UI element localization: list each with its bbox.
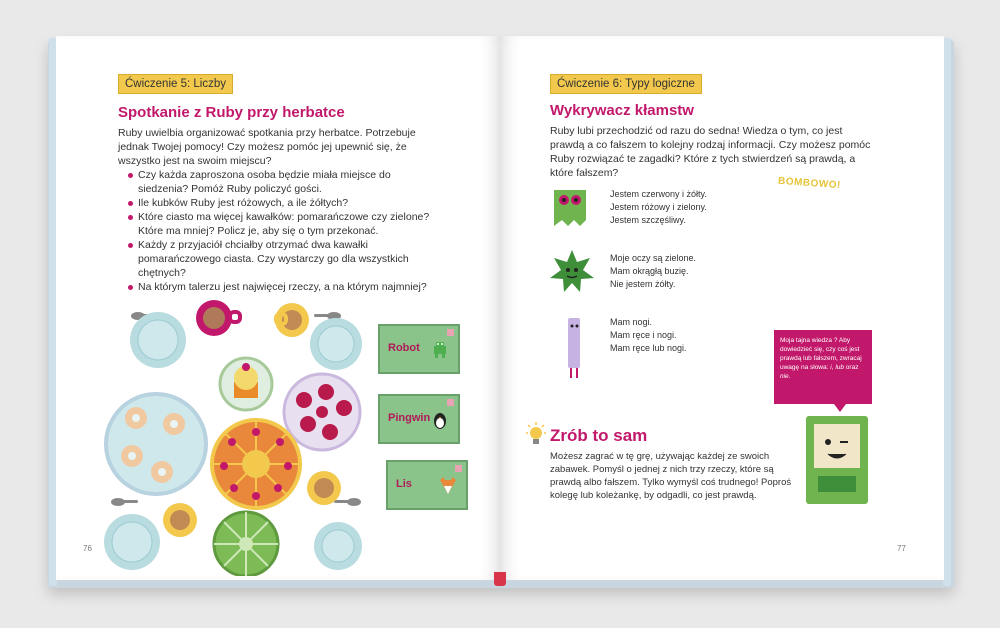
page-title: Spotkanie z Ruby przy herbatce bbox=[118, 104, 345, 121]
small-plate bbox=[314, 522, 362, 570]
statement-line: Moje oczy są zielone. bbox=[610, 253, 697, 263]
pink-mug bbox=[196, 300, 240, 336]
envelope-label: Pingwin bbox=[388, 412, 431, 424]
intro-text: Ruby uwielbia organizować spotkania przy herbatce. Potrzebuje jednak Twojej pomocy! Czy możesz pomóc jej upewnić się, że wszystko jest na swoim miejscu? bbox=[118, 127, 416, 167]
stamp-icon bbox=[447, 399, 454, 406]
stamp-icon bbox=[447, 329, 454, 336]
statement-group-1 bbox=[610, 188, 707, 227]
statement-group-2 bbox=[610, 252, 696, 291]
green-cake bbox=[214, 512, 278, 576]
statement-group-3 bbox=[610, 316, 687, 355]
yellow-mug bbox=[275, 303, 309, 337]
envelope-robot[interactable] bbox=[378, 324, 460, 374]
cupcake-plate bbox=[220, 358, 272, 410]
penguin-icon bbox=[430, 410, 450, 430]
cover-edge-right bbox=[943, 38, 951, 586]
statement-line: Jestem czerwony i żółty. bbox=[610, 189, 707, 199]
stamp-icon bbox=[455, 465, 462, 472]
exercise-tag: Ćwiczenie 5: Liczby bbox=[118, 74, 233, 94]
small-plate bbox=[310, 318, 362, 370]
statement-line: Jestem szczęśliwy. bbox=[610, 215, 686, 225]
statement-line: Mam nogi. bbox=[610, 317, 653, 327]
question-list bbox=[128, 168, 440, 294]
exercise-tag: Ćwiczenie 6: Typy logiczne bbox=[550, 74, 702, 94]
envelope-lis[interactable] bbox=[386, 460, 468, 510]
spoon-icon bbox=[334, 498, 361, 506]
zrob-text: Możesz zagrać w tę grę, używając każdej ze swoich zabawek. Pomyśl o jednej z nich trzy rzeczy, które są prawdą albo fałszem. Tylko wymyśl coś trudnego! Poproś kolegę lub koleżankę, by odgadli, co jest prawdą. bbox=[550, 451, 792, 501]
list-item: Każdy z przyjaciół chciałby otrzymać dwa kawałki pomarańczowego ciasta. Czy wystarczy go dla wszystkich chętnych? bbox=[128, 238, 440, 280]
orange-cake bbox=[212, 420, 300, 508]
envelope-label: Lis bbox=[396, 478, 412, 490]
robot-icon bbox=[430, 340, 450, 360]
statement-line: Mam okrągłą buzię. bbox=[610, 266, 689, 276]
section-title: Zrób to sam bbox=[550, 426, 648, 445]
green-star-character bbox=[548, 248, 596, 294]
yellow-mug bbox=[307, 471, 341, 505]
bombowo-sticker: BOMBOWO! bbox=[777, 175, 842, 192]
small-plate bbox=[130, 312, 186, 368]
left-page bbox=[56, 36, 500, 580]
spoon-icon bbox=[111, 498, 138, 506]
list-item: Ile kubków Ruby jest różowych, a ile żółtych? bbox=[128, 196, 440, 210]
page-title: Wykrywacz kłamstw bbox=[550, 102, 694, 119]
bookmark-ribbon bbox=[494, 572, 506, 586]
list-item: Na którym talerzu jest najwięcej rzeczy, a na którym najmniej? bbox=[128, 280, 440, 294]
right-page bbox=[500, 36, 944, 580]
green-computer-character bbox=[804, 414, 870, 506]
page-number: 76 bbox=[83, 544, 92, 553]
small-plate bbox=[104, 514, 160, 570]
fox-icon bbox=[438, 476, 458, 496]
statement-line: Mam ręce i nogi. bbox=[610, 330, 677, 340]
list-item: Które ciasto ma więcej kawałków: pomarańczowe czy zielone? Które ma mniej? Policz je, aby się o tym przekonać. bbox=[128, 210, 440, 238]
envelope-pingwin[interactable] bbox=[378, 394, 460, 444]
page-number: 77 bbox=[897, 544, 906, 553]
donut-plate bbox=[106, 394, 206, 494]
lightbulb-icon bbox=[524, 422, 548, 448]
statement-line: Mam ręce lub nogi. bbox=[610, 343, 687, 353]
purple-stick-character bbox=[564, 314, 584, 380]
statement-line: Jestem różowy i zielony. bbox=[610, 202, 707, 212]
intro-text: Ruby lubi przechodzić od razu do sedna! Wiedza o tym, co jest prawdą a co fałszem to kolejny rodzaj informacji. Czy możesz pomóc Ruby rozwiązać te zagadki? Które z tych stwierdzeń są prawdą, a które fałszem? bbox=[550, 125, 871, 179]
tea-party-illustration bbox=[96, 294, 386, 576]
green-monster-character bbox=[550, 186, 590, 230]
envelope-label: Robot bbox=[388, 342, 420, 354]
statement-line: Nie jestem żółty. bbox=[610, 279, 676, 289]
yellow-mug bbox=[163, 503, 197, 537]
list-item: Czy każda zaproszona osoba będzie miała miejsce do siedzenia? Pomóż Ruby policzyć gości. bbox=[128, 168, 440, 196]
cookie-plate bbox=[284, 374, 360, 450]
secret-knowledge-note: Moja tajna wiedza ? Aby dowiedzieć się, czy coś jest prawdą lub fałszem, zwracaj uwagę na słowa: i, lub oraz nie. bbox=[774, 330, 872, 404]
